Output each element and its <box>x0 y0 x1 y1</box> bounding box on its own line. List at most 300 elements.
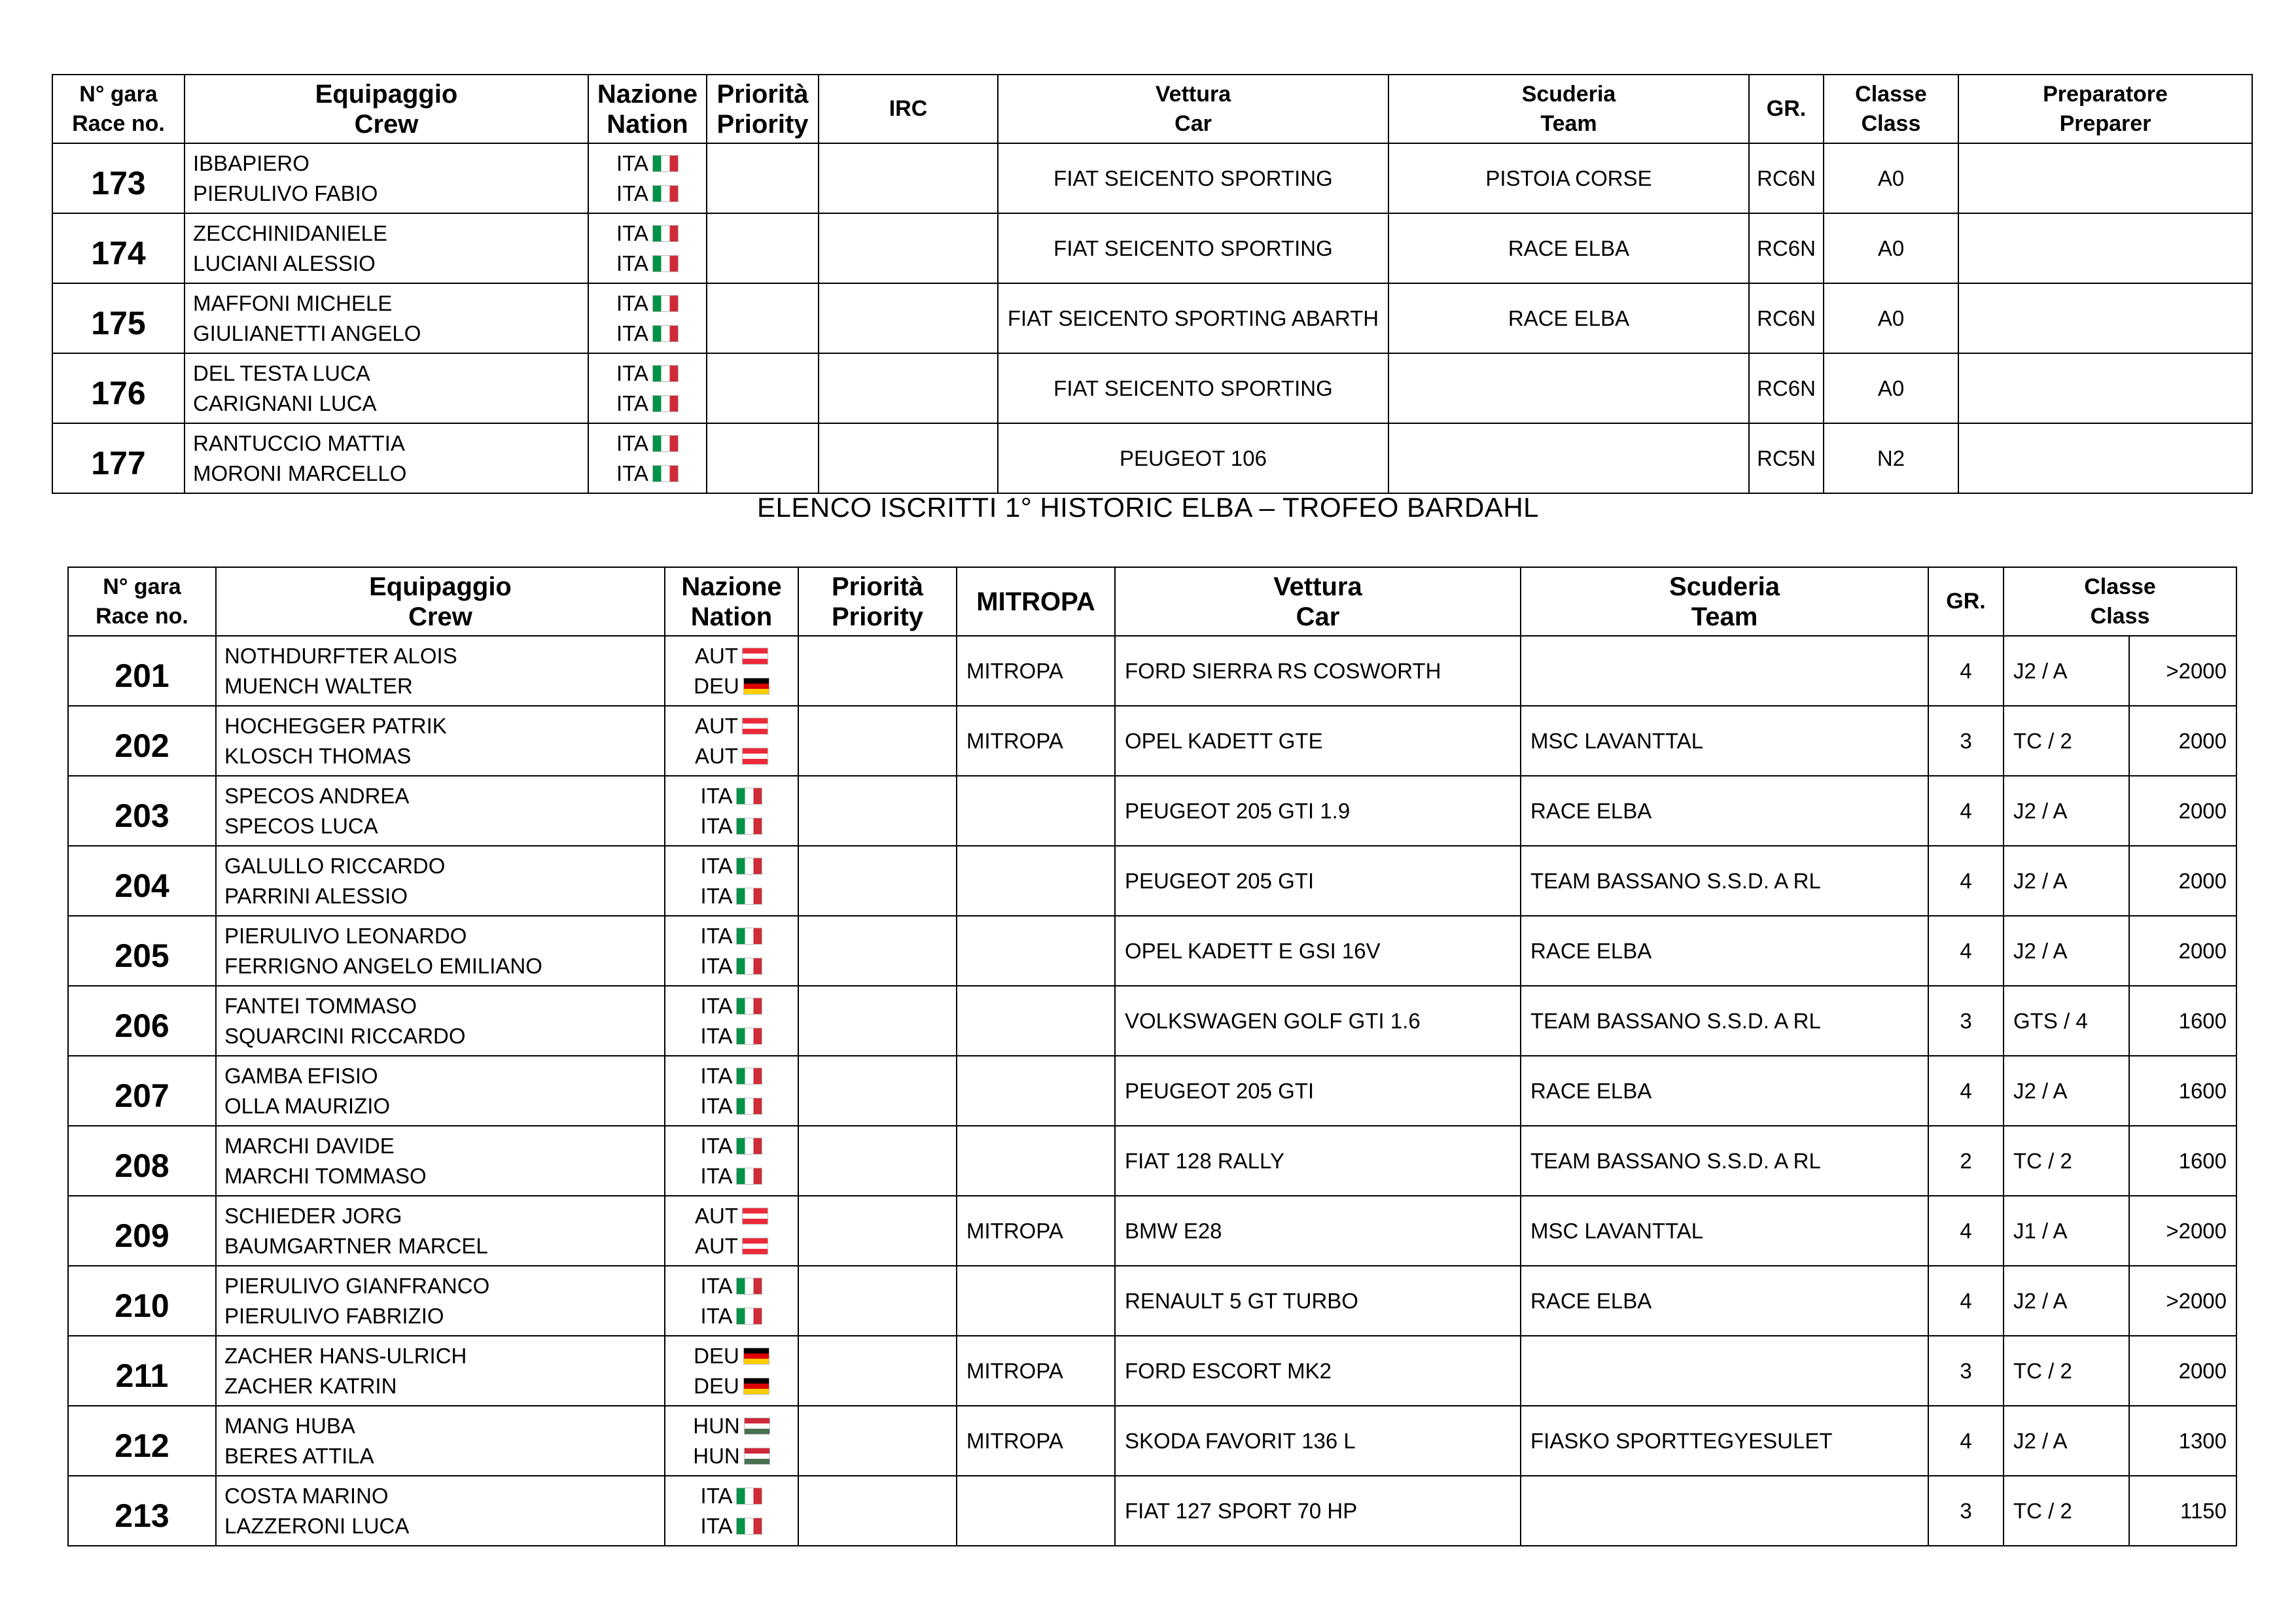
nation-cell <box>665 1336 798 1406</box>
co-driver-name: BAUMGARTNER MARCEL <box>224 1233 488 1258</box>
displacement-cell: 1600 <box>2129 1056 2236 1126</box>
group-cell: 4 <box>1928 636 2004 706</box>
header-priority: Priorità Priority <box>707 75 819 143</box>
class-cell: A0 <box>1824 353 1958 423</box>
nation-line <box>665 811 798 841</box>
irc-cell <box>819 213 998 283</box>
nation-code: ITA <box>700 1093 733 1118</box>
nation-line <box>665 641 798 671</box>
table-row <box>52 143 2252 213</box>
crew-cell <box>216 1406 665 1476</box>
crew-cell <box>216 846 665 916</box>
nation-code: AUT <box>695 643 738 668</box>
italy-flag-icon <box>736 1168 762 1185</box>
table-row <box>68 846 2236 916</box>
driver-name: COSTA MARINO <box>224 1483 389 1508</box>
driver-name: SCHIEDER JORG <box>224 1203 402 1228</box>
team-cell <box>1388 423 1749 493</box>
race-number: 212 <box>68 1406 216 1476</box>
nation-line <box>665 781 798 811</box>
nation-line <box>589 249 706 279</box>
nation-line <box>665 1411 798 1441</box>
group-cell: RC6N <box>1749 143 1824 213</box>
table-row <box>68 636 2236 706</box>
crew-cell <box>216 636 665 706</box>
displacement-cell: 2000 <box>2129 1336 2236 1406</box>
priority-cell <box>798 1336 957 1406</box>
priority-cell <box>798 1406 957 1476</box>
car-cell: VOLKSWAGEN GOLF GTI 1.6 <box>1115 986 1521 1056</box>
table-row <box>68 1196 2236 1266</box>
team-cell: RACE ELBA <box>1521 776 1928 846</box>
co-driver-name: MUENCH WALTER <box>224 673 413 698</box>
nation-line <box>589 218 706 249</box>
priority-cell <box>798 846 957 916</box>
italy-flag-icon <box>736 1068 762 1085</box>
preparer-cell <box>1958 143 2252 213</box>
mitropa-cell <box>957 846 1115 916</box>
nation-cell <box>588 213 707 283</box>
preparer-cell <box>1958 423 2252 493</box>
crew-cell <box>216 1056 665 1126</box>
nation-code: ITA <box>616 251 648 275</box>
header-crew: Equipaggio Crew <box>216 567 665 636</box>
team-cell: MSC LAVANTTAL <box>1521 1196 1928 1266</box>
nation-code: HUN <box>693 1413 740 1438</box>
group-cell: 3 <box>1928 1336 2004 1406</box>
team-cell: TEAM BASSANO S.S.D. A RL <box>1521 1126 1928 1196</box>
nation-code: ITA <box>616 430 648 455</box>
class-cell: TC / 2 <box>2004 1126 2129 1196</box>
nation-line <box>665 741 798 771</box>
mitropa-cell: MITROPA <box>957 1406 1115 1476</box>
crew-cell <box>185 353 588 423</box>
co-driver-name: SPECOS LUCA <box>224 813 378 838</box>
mitropa-cell <box>957 1056 1115 1126</box>
table-row <box>68 1336 2236 1406</box>
italy-flag-icon <box>736 788 762 805</box>
header-team: Scuderia Team <box>1388 75 1749 143</box>
nation-code: ITA <box>700 883 733 908</box>
header-car: Vettura Car <box>998 75 1388 143</box>
co-driver-name: MARCHI TOMMASO <box>224 1163 427 1188</box>
italy-flag-icon <box>736 1028 762 1045</box>
class-cell: TC / 2 <box>2004 1476 2129 1546</box>
nation-code: HUN <box>693 1443 740 1468</box>
priority-cell <box>707 423 819 493</box>
mitropa-cell <box>957 776 1115 846</box>
nation-cell <box>665 1476 798 1546</box>
germany-flag-icon <box>743 1378 769 1395</box>
car-cell: PEUGEOT 106 <box>998 423 1388 493</box>
header-mitropa: MITROPA <box>957 567 1115 636</box>
nation-line <box>665 1371 798 1401</box>
nation-line <box>665 1061 798 1091</box>
nation-code: ITA <box>700 1063 733 1088</box>
nation-code: ITA <box>616 181 648 205</box>
race-number: 209 <box>68 1196 216 1266</box>
priority-cell <box>707 213 819 283</box>
nation-code: ITA <box>700 813 733 838</box>
nation-cell <box>665 1196 798 1266</box>
nation-code: ITA <box>700 1133 733 1158</box>
displacement-cell: 1600 <box>2129 986 2236 1056</box>
team-cell: PISTOIA CORSE <box>1388 143 1749 213</box>
displacement-cell: >2000 <box>2129 636 2236 706</box>
car-cell: RENAULT 5 GT TURBO <box>1115 1266 1521 1336</box>
austria-flag-icon <box>742 648 768 665</box>
italy-flag-icon <box>736 958 762 975</box>
driver-name: FANTEI TOMMASO <box>224 993 417 1018</box>
class-cell: J2 / A <box>2004 636 2129 706</box>
nation-code: ITA <box>700 1303 733 1328</box>
displacement-cell: 2000 <box>2129 706 2236 776</box>
nation-cell <box>588 423 707 493</box>
nation-line <box>589 288 706 319</box>
car-cell: FIAT SEICENTO SPORTING ABARTH <box>998 283 1388 353</box>
header-group: GR. <box>1928 567 2004 636</box>
nation-code: ITA <box>700 1513 733 1538</box>
header-group: GR. <box>1749 75 1824 143</box>
header-car: Vettura Car <box>1115 567 1521 636</box>
nation-line <box>665 1341 798 1371</box>
nation-cell <box>588 353 707 423</box>
crew-cell <box>216 1196 665 1266</box>
driver-name: ZECCHINIDANIELE <box>193 220 388 245</box>
italy-flag-icon <box>736 1518 762 1535</box>
preparer-cell <box>1958 283 2252 353</box>
co-driver-name: ZACHER KATRIN <box>224 1373 397 1398</box>
priority-cell <box>798 1126 957 1196</box>
driver-name: DEL TESTA LUCA <box>193 360 370 385</box>
nation-cell <box>665 986 798 1056</box>
table-row <box>68 916 2236 986</box>
preparer-cell <box>1958 353 2252 423</box>
mitropa-cell <box>957 916 1115 986</box>
italy-flag-icon <box>652 325 679 342</box>
driver-name: IBBAPIERO <box>193 150 309 175</box>
priority-cell <box>707 283 819 353</box>
nation-code: AUT <box>695 743 738 768</box>
nation-line <box>665 1161 798 1191</box>
nation-cell <box>588 283 707 353</box>
team-cell: RACE ELBA <box>1521 1266 1928 1336</box>
car-cell: FORD SIERRA RS COSWORTH <box>1115 636 1521 706</box>
displacement-cell: 1150 <box>2129 1476 2236 1546</box>
mitropa-cell: MITROPA <box>957 1196 1115 1266</box>
nation-line <box>665 1201 798 1231</box>
hungary-flag-icon <box>744 1418 770 1435</box>
italy-flag-icon <box>652 295 679 312</box>
co-driver-name: LAZZERONI LUCA <box>224 1513 410 1538</box>
car-cell: OPEL KADETT E GSI 16V <box>1115 916 1521 986</box>
race-number: 213 <box>68 1476 216 1546</box>
table-row <box>68 1266 2236 1336</box>
nation-line <box>589 319 706 349</box>
nation-code: AUT <box>695 713 738 738</box>
table-row <box>52 283 2252 353</box>
class-cell: J2 / A <box>2004 916 2129 986</box>
irc-cell <box>819 283 998 353</box>
nation-code: ITA <box>700 1483 733 1508</box>
race-number: 206 <box>68 986 216 1056</box>
crew-cell <box>216 1126 665 1196</box>
co-driver-name: BERES ATTILA <box>224 1443 374 1468</box>
nation-line <box>665 1131 798 1161</box>
italy-flag-icon <box>736 928 762 945</box>
nation-line <box>665 1021 798 1051</box>
race-number: 207 <box>68 1056 216 1126</box>
nation-code: DEU <box>694 1343 739 1368</box>
nation-line <box>589 148 706 179</box>
team-cell: RACE ELBA <box>1521 916 1928 986</box>
nation-line <box>665 921 798 951</box>
nation-cell <box>665 1056 798 1126</box>
team-cell <box>1521 1476 1928 1546</box>
class-cell: TC / 2 <box>2004 1336 2129 1406</box>
co-driver-name: PIERULIVO FABIO <box>193 181 378 205</box>
italy-flag-icon <box>736 888 762 905</box>
table-row <box>68 1126 2236 1196</box>
crew-cell <box>216 776 665 846</box>
displacement-cell: 1600 <box>2129 1126 2236 1196</box>
crew-cell <box>216 1336 665 1406</box>
race-number: 208 <box>68 1126 216 1196</box>
driver-name: MAFFONI MICHELE <box>193 290 393 315</box>
italy-flag-icon <box>736 1488 762 1505</box>
irc-cell <box>819 143 998 213</box>
class-cell: J2 / A <box>2004 776 2129 846</box>
nation-code: ITA <box>700 993 733 1018</box>
crew-cell <box>216 1476 665 1546</box>
nation-code: ITA <box>616 360 648 385</box>
italy-flag-icon <box>652 465 679 482</box>
displacement-cell: 2000 <box>2129 846 2236 916</box>
nation-code: ITA <box>616 321 648 345</box>
header-row <box>68 567 2236 636</box>
nation-code: ITA <box>700 783 733 808</box>
driver-name: RANTUCCIO MATTIA <box>193 430 405 455</box>
team-cell <box>1521 1336 1928 1406</box>
priority-cell <box>798 1196 957 1266</box>
header-nation: Nazione Nation <box>665 567 798 636</box>
austria-flag-icon <box>742 1208 768 1225</box>
car-cell: BMW E28 <box>1115 1196 1521 1266</box>
group-cell: 3 <box>1928 706 2004 776</box>
team-cell: RACE ELBA <box>1521 1056 1928 1126</box>
car-cell: SKODA FAVORIT 136 L <box>1115 1406 1521 1476</box>
class-cell: A0 <box>1824 283 1958 353</box>
italy-flag-icon <box>736 1278 762 1295</box>
header-crew: Equipaggio Crew <box>185 75 588 143</box>
car-cell: FORD ESCORT MK2 <box>1115 1336 1521 1406</box>
co-driver-name: FERRIGNO ANGELO EMILIANO <box>224 953 542 978</box>
crew-cell <box>216 916 665 986</box>
mitropa-cell: MITROPA <box>957 636 1115 706</box>
nation-line <box>665 1231 798 1261</box>
group-cell: 3 <box>1928 986 2004 1056</box>
nation-line <box>589 428 706 459</box>
class-cell: J2 / A <box>2004 1266 2129 1336</box>
austria-flag-icon <box>742 1238 768 1255</box>
nation-code: AUT <box>695 1203 738 1228</box>
class-cell: TC / 2 <box>2004 706 2129 776</box>
race-number: 174 <box>52 213 185 283</box>
nation-line <box>589 459 706 489</box>
nation-line <box>665 1441 798 1471</box>
nation-line <box>589 179 706 209</box>
priority-cell <box>707 353 819 423</box>
group-cell: RC6N <box>1749 353 1824 423</box>
race-number: 203 <box>68 776 216 846</box>
crew-cell <box>216 1266 665 1336</box>
nation-cell <box>665 846 798 916</box>
co-driver-name: PARRINI ALESSIO <box>224 883 408 908</box>
italy-flag-icon <box>736 818 762 835</box>
car-cell: FIAT 128 RALLY <box>1115 1126 1521 1196</box>
class-cell: A0 <box>1824 143 1958 213</box>
driver-name: GAMBA EFISIO <box>224 1063 378 1088</box>
race-number: 210 <box>68 1266 216 1336</box>
co-driver-name: KLOSCH THOMAS <box>224 743 412 768</box>
race-number: 177 <box>52 423 185 493</box>
crew-cell <box>216 986 665 1056</box>
displacement-cell: >2000 <box>2129 1266 2236 1336</box>
car-cell: FIAT SEICENTO SPORTING <box>998 143 1388 213</box>
italy-flag-icon <box>736 1098 762 1115</box>
nation-cell <box>665 706 798 776</box>
header-preparer: Preparatore Preparer <box>1958 75 2252 143</box>
class-cell: N2 <box>1824 423 1958 493</box>
section-title: ELENCO ISCRITTI 1° HISTORIC ELBA – TROFEO BARDAHL <box>756 492 1540 523</box>
nation-code: ITA <box>616 290 648 315</box>
team-cell: FIASKO SPORTTEGYESULET <box>1521 1406 1928 1476</box>
group-cell: 4 <box>1928 1266 2004 1336</box>
nation-cell <box>665 636 798 706</box>
priority-cell <box>798 636 957 706</box>
race-number: 202 <box>68 706 216 776</box>
race-number: 175 <box>52 283 185 353</box>
team-cell: TEAM BASSANO S.S.D. A RL <box>1521 986 1928 1056</box>
nation-code: ITA <box>616 220 648 245</box>
driver-name: NOTHDURFTER ALOIS <box>224 643 457 668</box>
table-row <box>52 423 2252 493</box>
group-cell: 4 <box>1928 846 2004 916</box>
race-number: 211 <box>68 1336 216 1406</box>
group-cell: 4 <box>1928 1056 2004 1126</box>
class-cell: A0 <box>1824 213 1958 283</box>
priority-cell <box>798 1476 957 1546</box>
team-cell <box>1521 636 1928 706</box>
table-row <box>68 986 2236 1056</box>
group-cell: RC6N <box>1749 283 1824 353</box>
nation-code: ITA <box>700 1273 733 1298</box>
class-cell: J2 / A <box>2004 846 2129 916</box>
header-nation: Nazione Nation <box>588 75 707 143</box>
class-cell: J2 / A <box>2004 1056 2129 1126</box>
team-cell: MSC LAVANTTAL <box>1521 706 1928 776</box>
displacement-cell: 1300 <box>2129 1406 2236 1476</box>
mitropa-cell <box>957 1476 1115 1546</box>
nation-line <box>665 1301 798 1331</box>
group-cell: 4 <box>1928 1406 2004 1476</box>
nation-code: ITA <box>616 150 648 175</box>
team-cell: RACE ELBA <box>1388 283 1749 353</box>
austria-flag-icon <box>742 718 768 735</box>
irc-cell <box>819 353 998 423</box>
driver-name: PIERULIVO GIANFRANCO <box>224 1273 490 1298</box>
co-driver-name: PIERULIVO FABRIZIO <box>224 1303 444 1328</box>
nation-cell <box>665 1266 798 1336</box>
driver-name: MARCHI DAVIDE <box>224 1133 395 1158</box>
italy-flag-icon <box>652 255 679 272</box>
co-driver-name: SQUARCINI RICCARDO <box>224 1023 466 1048</box>
co-driver-name: LUCIANI ALESSIO <box>193 251 376 275</box>
nation-code: ITA <box>700 853 733 878</box>
header-priority: Priorità Priority <box>798 567 957 636</box>
nation-code: ITA <box>700 953 733 978</box>
group-cell: 2 <box>1928 1126 2004 1196</box>
nation-line <box>665 711 798 741</box>
germany-flag-icon <box>743 1348 769 1365</box>
header-class: Classe Class <box>2004 567 2236 636</box>
table-row <box>68 776 2236 846</box>
table-row <box>68 1476 2236 1546</box>
priority-cell <box>707 143 819 213</box>
italy-flag-icon <box>652 365 679 382</box>
italy-flag-icon <box>652 435 679 452</box>
crew-cell <box>216 706 665 776</box>
nation-line <box>665 991 798 1021</box>
italy-flag-icon <box>652 155 679 172</box>
nation-line <box>665 881 798 911</box>
group-cell: 4 <box>1928 776 2004 846</box>
team-cell: TEAM BASSANO S.S.D. A RL <box>1521 846 1928 916</box>
race-number: 204 <box>68 846 216 916</box>
group-cell: 4 <box>1928 916 2004 986</box>
header-irc: IRC <box>819 75 998 143</box>
car-cell: PEUGEOT 205 GTI <box>1115 846 1521 916</box>
car-cell: PEUGEOT 205 GTI <box>1115 1056 1521 1126</box>
nation-code: ITA <box>700 1023 733 1048</box>
class-cell: J2 / A <box>2004 1406 2129 1476</box>
mitropa-cell: MITROPA <box>957 706 1115 776</box>
italy-flag-icon <box>652 395 679 412</box>
irc-cell <box>819 423 998 493</box>
priority-cell <box>798 916 957 986</box>
displacement-cell: >2000 <box>2129 1196 2236 1266</box>
race-number: 205 <box>68 916 216 986</box>
table-row <box>68 1056 2236 1126</box>
driver-name: ZACHER HANS-ULRICH <box>224 1343 467 1368</box>
italy-flag-icon <box>736 1308 762 1325</box>
group-cell: RC5N <box>1749 423 1824 493</box>
nation-code: ITA <box>616 391 648 415</box>
header-race-no: N° gara Race no. <box>52 75 185 143</box>
nation-line <box>665 1271 798 1301</box>
driver-name: MANG HUBA <box>224 1413 355 1438</box>
table-row <box>52 213 2252 283</box>
team-cell: RACE ELBA <box>1388 213 1749 283</box>
group-cell: RC6N <box>1749 213 1824 283</box>
car-cell: OPEL KADETT GTE <box>1115 706 1521 776</box>
displacement-cell: 2000 <box>2129 776 2236 846</box>
header-class: Classe Class <box>1824 75 1958 143</box>
germany-flag-icon <box>743 678 769 695</box>
table-row <box>52 353 2252 423</box>
priority-cell <box>798 986 957 1056</box>
car-cell: PEUGEOT 205 GTI 1.9 <box>1115 776 1521 846</box>
